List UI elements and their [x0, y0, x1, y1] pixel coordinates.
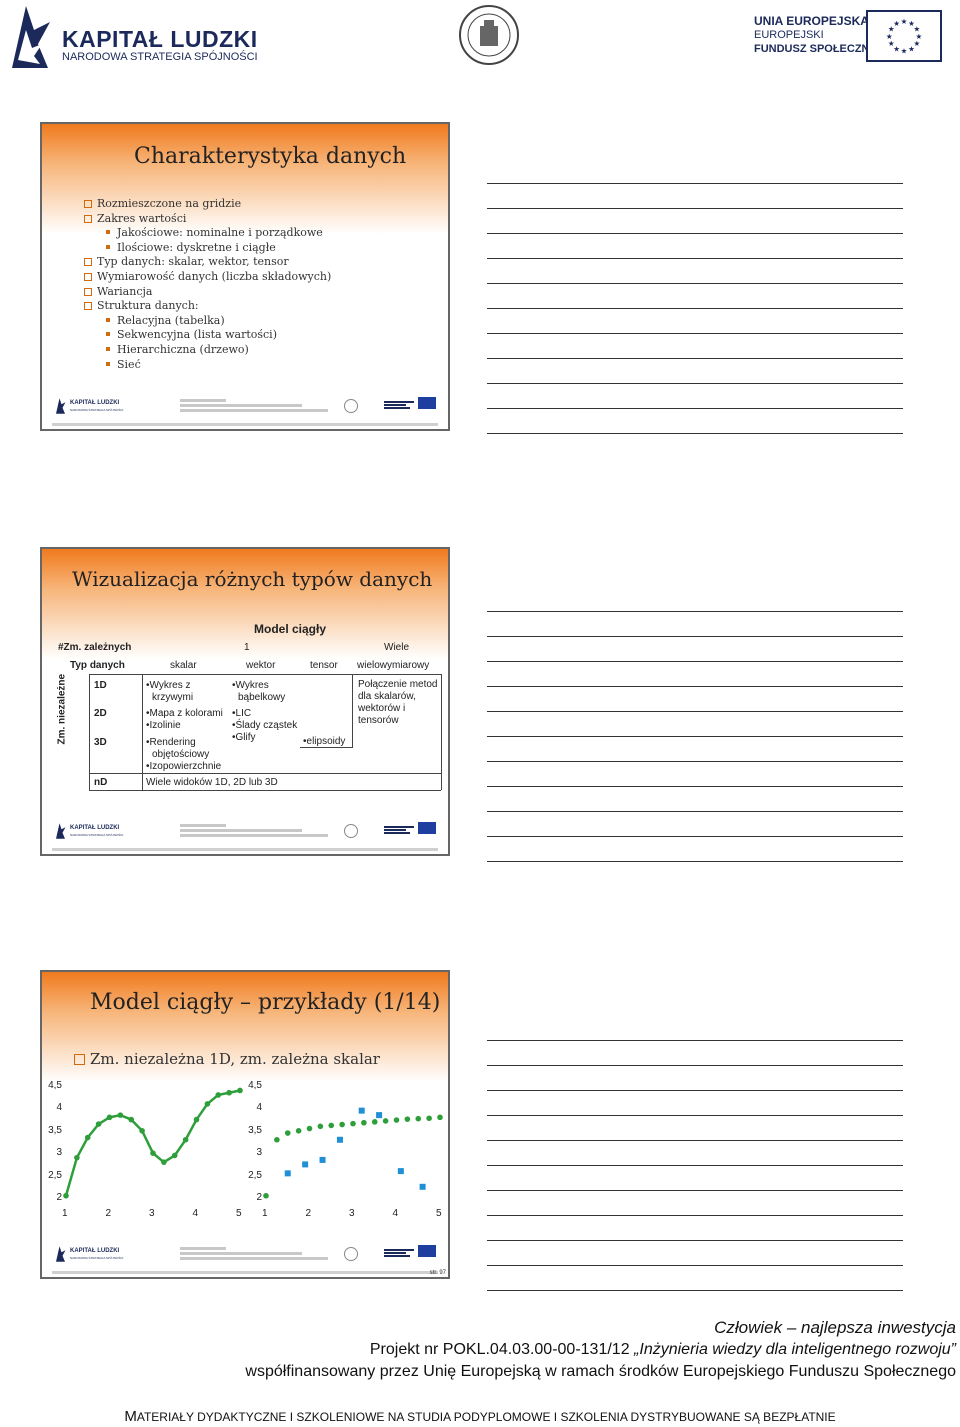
note-line — [487, 736, 903, 737]
data-point — [215, 1092, 221, 1098]
slide-subtitle — [74, 1050, 380, 1068]
note-line — [487, 208, 903, 209]
data-point — [74, 1155, 80, 1161]
note-line — [487, 433, 903, 434]
footer-disclaimer-line — [52, 423, 438, 426]
footer-kl-title: KAPITAŁ LUDZKI — [70, 825, 120, 831]
x-tick-label: 5 — [236, 1208, 242, 1219]
footer-project-text — [180, 1245, 340, 1263]
data-point — [118, 1112, 124, 1118]
checkbox-bullet-icon — [84, 288, 92, 296]
eu-flag-icon — [418, 1245, 436, 1257]
footer-disclaimer-text: ATERIAŁY DYDAKTYCZNE I SZKOLENIOWE NA STUDIA PODYPLOMOWE I SZKOLENIA DYSTRYBUOWANE SĄ BEZPŁATNIE — [136, 1410, 836, 1424]
kapital-ludzki-subtitle: NARODOWA STRATEGIA SPÓJNOŚCI — [62, 51, 258, 63]
data-point — [285, 1130, 291, 1136]
cell-vector-c: •LIC — [232, 708, 252, 719]
data-point — [376, 1112, 382, 1118]
cell-scalar-2d-b: •Izolinie — [146, 720, 181, 731]
bullet-item — [106, 226, 323, 239]
data-point — [337, 1137, 343, 1143]
y-tick-label: 4,5 — [248, 1080, 262, 1091]
footer-kl-title: KAPITAŁ LUDZKI — [70, 1248, 120, 1254]
bullet-item — [84, 197, 241, 210]
data-point — [320, 1157, 326, 1163]
footer-project-name: „Inżynieria wiedzy dla inteligentnego rozwoju” — [634, 1341, 956, 1358]
data-point — [96, 1121, 102, 1127]
bullet-item — [84, 212, 186, 225]
cell-vector-b: bąbelkowy — [238, 692, 286, 703]
note-line — [487, 1140, 903, 1141]
note-line — [487, 761, 903, 762]
col-scalar: skalar — [170, 660, 197, 671]
data-point — [263, 1193, 269, 1199]
bullet-text: Struktura danych: — [97, 299, 199, 313]
y-tick-label: 2,5 — [48, 1169, 62, 1181]
data-point — [415, 1116, 421, 1122]
note-line — [487, 408, 903, 409]
note-line — [487, 1065, 903, 1066]
slide-footer — [42, 1243, 448, 1277]
x-tick-label: 3 — [149, 1208, 155, 1219]
y-tick-label: 2 — [256, 1192, 262, 1203]
eu-star-icon: ★ — [913, 39, 921, 49]
footer-eu-label — [384, 400, 414, 414]
note-line — [487, 1240, 903, 1241]
note-line — [487, 711, 903, 712]
square-bullet-icon — [106, 332, 110, 336]
data-point — [339, 1122, 345, 1128]
footer-kl-logo — [54, 1245, 124, 1263]
note-line — [487, 786, 903, 787]
table-left-border — [89, 674, 90, 790]
university-seal-icon — [344, 824, 358, 838]
footer-kl-logo — [54, 822, 124, 840]
note-line — [487, 358, 903, 359]
bullet-item — [84, 285, 152, 298]
note-line — [487, 611, 903, 612]
slide-footer — [42, 395, 448, 429]
eu-label — [754, 14, 877, 56]
y-tick-label: 4 — [56, 1102, 62, 1114]
col-tensor: tensor — [310, 660, 338, 671]
footer-kl-subtitle: NARODOWA STRATEGIA SPÓJNOŚCI — [70, 1256, 124, 1260]
square-bullet-icon — [106, 230, 110, 234]
footer-project-text — [180, 822, 340, 840]
note-line — [487, 1165, 903, 1166]
bullet-text: Ilościowe: dyskretne i ciągłe — [117, 240, 276, 254]
eu-star-icon: ★ — [900, 46, 908, 56]
kapital-ludzki-mark-icon — [54, 397, 66, 415]
data-point — [302, 1161, 308, 1167]
square-bullet-icon — [106, 347, 110, 351]
kapital-ludzki-mark-icon — [54, 822, 66, 840]
data-point — [420, 1184, 426, 1190]
footer-kl-title: KAPITAŁ LUDZKI — [70, 400, 120, 406]
square-bullet-icon — [106, 362, 110, 366]
note-line — [487, 811, 903, 812]
bullet-text: Jakościowe: nominalne i porządkowe — [117, 226, 323, 240]
data-point — [359, 1108, 365, 1114]
note-line — [487, 861, 903, 862]
bullet-text: Rozmieszczone na gridzie — [97, 197, 242, 210]
bullet-item — [106, 241, 276, 254]
dependent-vars-label: #Zm. zależnych — [58, 642, 132, 653]
eu-flag-icon — [866, 10, 942, 62]
eu-flag-icon — [418, 397, 436, 409]
cell-vector-e: •Glify — [232, 732, 256, 743]
checkbox-bullet-icon — [84, 215, 92, 223]
note-line — [487, 1090, 903, 1091]
data-point — [394, 1117, 400, 1123]
checkbox-bullet-icon — [74, 1054, 85, 1065]
line-chart — [0, 1076, 260, 1226]
note-line — [487, 258, 903, 259]
table-bottom-border — [89, 790, 441, 791]
cell-scalar-3d-c: •Izopowierzchnie — [146, 761, 222, 772]
kapital-ludzki-title: KAPITAŁ LUDZKI — [62, 26, 258, 52]
row-nd: nD — [94, 777, 108, 788]
footer-project-text — [180, 397, 340, 415]
eu-star-icon: ★ — [887, 39, 895, 49]
row-1d: 1D — [94, 680, 107, 691]
cell-scalar-3d-b: objętościowy — [152, 749, 210, 760]
data-point — [383, 1118, 389, 1124]
note-line — [487, 333, 903, 334]
eu-line-2: EUROPEJSKI — [754, 29, 824, 41]
table-multi-separator — [352, 674, 353, 748]
cell-scalar-3d-a: •Rendering — [146, 737, 196, 748]
cell-scalar-1d-b: krzywymi — [152, 692, 194, 703]
page-number: str. 97 — [429, 1270, 446, 1276]
bullet-text: Sekwencyjna (lista wartości) — [117, 328, 277, 342]
y-tick-label: 4 — [256, 1102, 262, 1114]
slide-footer — [42, 820, 448, 854]
footer-slogan: Człowiek – najlepsza inwestycja — [714, 1318, 956, 1337]
cell-tensor: •elipsoidy — [303, 736, 346, 747]
eu-line-1: UNIA EUROPEJSKA — [754, 14, 869, 28]
checkbox-bullet-icon — [84, 200, 92, 208]
data-point — [85, 1135, 91, 1141]
data-point — [426, 1115, 432, 1121]
bullet-item — [84, 299, 199, 312]
note-line — [487, 1190, 903, 1191]
footer-kl-subtitle: NARODOWA STRATEGIA SPÓJNOŚCI — [70, 833, 124, 837]
x-tick-label: 1 — [62, 1208, 68, 1219]
data-point — [350, 1121, 356, 1127]
bullet-text: Typ danych: skalar, wektor, tensor — [97, 255, 289, 269]
cell-scalar-2d-a: •Mapa z kolorami — [146, 708, 223, 719]
col-vector: wektor — [246, 660, 276, 671]
footer-eu-label — [384, 825, 414, 839]
eu-line-3: FUNDUSZ SPOŁECZNY — [754, 43, 877, 55]
note-line — [487, 1115, 903, 1116]
slide-subtitle-text: Zm. niezależna 1D, zm. zależna skalar — [90, 1050, 380, 1068]
bullet-text: Zakres wartości — [97, 211, 187, 225]
square-bullet-icon — [106, 318, 110, 322]
eu-star-icon: ★ — [900, 17, 908, 26]
y-tick-label: 3,5 — [248, 1124, 262, 1136]
data-point — [285, 1170, 291, 1176]
checkbox-bullet-icon — [84, 273, 92, 281]
data-point — [183, 1137, 189, 1143]
eu-star-icon: ★ — [908, 18, 915, 28]
eu-star-icon: ★ — [913, 24, 921, 34]
note-line — [487, 836, 903, 837]
data-point — [307, 1126, 313, 1132]
slide-characteristics — [40, 122, 450, 431]
eu-star-icon: ★ — [893, 44, 900, 54]
x-tick-label: 5 — [436, 1208, 442, 1219]
independent-vars-label: Zm. niezależne — [56, 673, 68, 745]
footer-disclaimer-initial: M — [124, 1408, 137, 1425]
chart-canvas — [0, 1076, 260, 1226]
footer-cofinancing: współfinansowany przez Unię Europejską w ramach środków Europejskiego Funduszu Społecznego — [245, 1363, 956, 1380]
note-line — [487, 1040, 903, 1041]
note-line — [487, 636, 903, 637]
dependent-one: 1 — [244, 642, 250, 653]
cell-scalar-1d-a: •Wykres z — [146, 680, 191, 691]
footer-kl-subtitle: NARODOWA STRATEGIA SPÓJNOŚCI — [70, 408, 124, 412]
note-line — [487, 233, 903, 234]
note-line — [487, 686, 903, 687]
data-point — [405, 1116, 411, 1122]
series-line — [66, 1090, 240, 1195]
data-point — [318, 1124, 324, 1130]
university-seal-icon — [458, 4, 520, 66]
cell-vector-a: •Wykres — [232, 680, 269, 691]
y-tick-label: 2 — [56, 1192, 62, 1203]
cell-multi-c: wektorów i — [358, 703, 406, 714]
data-point — [63, 1193, 69, 1199]
checkbox-bullet-icon — [84, 302, 92, 310]
cell-multi-b: dla skalarów, — [358, 691, 416, 702]
bullet-text: Wariancja — [97, 284, 153, 298]
bullet-text: Relacyjna (tabelka) — [117, 313, 225, 327]
bullet-text: Hierarchiczna (drzewo) — [117, 343, 249, 356]
data-point — [194, 1117, 200, 1123]
kapital-ludzki-mark-icon — [4, 4, 52, 70]
kapital-ludzki-logo — [4, 4, 258, 70]
data-point — [150, 1150, 156, 1156]
note-line — [487, 383, 903, 384]
footer-disclaimer-line — [52, 848, 438, 851]
data-point — [107, 1115, 113, 1121]
footer-project-number: Projekt nr POKL.04.03.00-00-131/12 — [369, 1341, 635, 1358]
bullet-item — [106, 343, 249, 356]
note-line — [487, 1290, 903, 1291]
eu-star-icon: ★ — [915, 31, 923, 41]
note-line — [487, 308, 903, 309]
eu-star-icon: ★ — [893, 18, 900, 28]
data-type-label: Typ danych — [70, 660, 125, 671]
y-tick-label: 4,5 — [48, 1080, 62, 1091]
data-point — [296, 1128, 302, 1134]
cell-multi-d: tensorów — [358, 715, 399, 726]
data-point — [328, 1123, 334, 1129]
x-tick-label: 4 — [392, 1208, 399, 1219]
data-point — [139, 1128, 145, 1134]
note-line — [487, 1265, 903, 1266]
eu-star-icon: ★ — [885, 31, 893, 41]
data-point — [205, 1101, 211, 1107]
note-line — [487, 283, 903, 284]
y-tick-label: 3,5 — [48, 1124, 62, 1136]
cell-vector-d: •Ślady cząstek — [232, 720, 298, 731]
bullet-text: Wymiarowość danych (liczba składowych) — [97, 270, 332, 283]
bullet-item — [106, 314, 225, 327]
data-point — [398, 1168, 404, 1174]
model-label: Model ciągły — [254, 622, 327, 636]
x-tick-label: 2 — [305, 1208, 312, 1219]
footer-project — [370, 1341, 956, 1359]
bullet-item — [84, 255, 289, 268]
footer-eu-label — [384, 1248, 414, 1262]
row-2d: 2D — [94, 708, 107, 719]
eu-star-icon: ★ — [908, 44, 915, 54]
table-column-separator — [142, 674, 143, 790]
footer-kl-logo — [54, 397, 124, 415]
x-tick-label: 2 — [105, 1208, 112, 1219]
square-bullet-icon — [106, 245, 110, 249]
data-point — [128, 1117, 134, 1123]
bullet-item — [84, 270, 331, 283]
footer-disclaimer — [0, 1408, 960, 1425]
note-line — [487, 183, 903, 184]
data-point — [372, 1119, 378, 1125]
checkbox-bullet-icon — [84, 258, 92, 266]
data-point — [161, 1159, 167, 1165]
cell-multi-a: Połączenie metod — [358, 679, 438, 690]
col-multidimensional: wielowymiarowy — [357, 660, 430, 671]
university-seal-icon — [344, 399, 358, 413]
bullet-item — [106, 328, 277, 341]
eu-flag-icon — [418, 822, 436, 834]
slide-title: Model ciągły – przykłady (1/14) — [90, 990, 441, 1015]
university-seal-icon — [344, 1247, 358, 1261]
x-tick-label: 3 — [349, 1208, 355, 1219]
data-point — [274, 1137, 280, 1143]
kapital-ludzki-mark-icon — [54, 1245, 66, 1263]
slide-visualization-types — [40, 547, 450, 856]
x-tick-label: 1 — [262, 1208, 268, 1219]
bullet-item — [106, 358, 141, 371]
y-tick-label: 2,5 — [248, 1169, 262, 1181]
eu-star-icon: ★ — [887, 24, 895, 34]
table-right-border — [441, 674, 442, 790]
footer-disclaimer-line — [52, 1271, 438, 1274]
scatter-chart — [224, 1076, 460, 1226]
data-point — [172, 1153, 178, 1159]
row-3d: 3D — [94, 737, 107, 748]
note-line — [487, 1215, 903, 1216]
y-tick-label: 3 — [256, 1147, 262, 1159]
y-tick-label: 3 — [56, 1147, 62, 1159]
slide-title: Wizualizacja różnych typów danych — [72, 567, 433, 591]
slide-title: Charakterystyka danych — [134, 144, 407, 169]
data-point — [361, 1120, 367, 1126]
cell-nd: Wiele widoków 1D, 2D lub 3D — [146, 777, 278, 788]
table-tensor-bottom — [300, 747, 353, 748]
dependent-many: Wiele — [384, 642, 410, 653]
note-line — [487, 661, 903, 662]
x-tick-label: 4 — [192, 1208, 199, 1219]
bullet-text: Sieć — [117, 357, 141, 371]
data-point — [437, 1115, 443, 1121]
